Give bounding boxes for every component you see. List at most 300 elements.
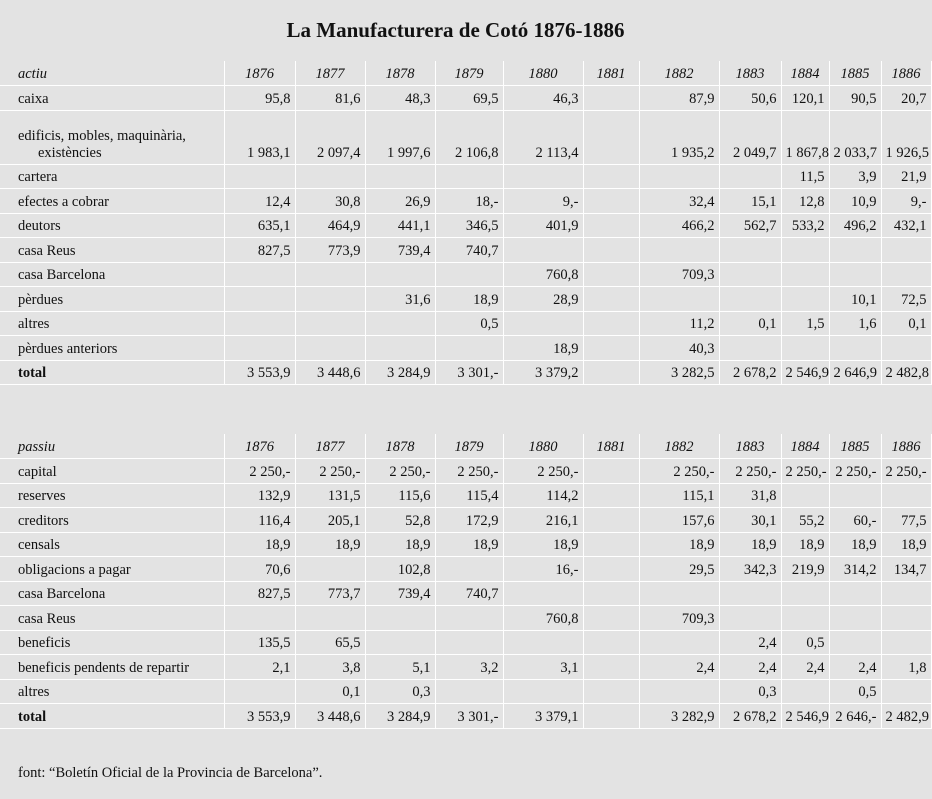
table-cell: 18,9 <box>503 336 583 361</box>
row-label: altres <box>0 311 224 336</box>
table-cell: 12,4 <box>224 189 295 214</box>
table-cell <box>639 287 719 312</box>
row-label: censals <box>0 532 224 557</box>
year-header: 1876 <box>224 61 295 86</box>
table-cell: 0,1 <box>881 311 931 336</box>
table-cell: 466,2 <box>639 213 719 238</box>
total-cell <box>583 360 639 385</box>
table-cell <box>829 630 881 655</box>
table-cell: 2 049,7 <box>719 110 781 164</box>
table-cell <box>583 110 639 164</box>
table-cell: 10,1 <box>829 287 881 312</box>
table-cell <box>719 287 781 312</box>
table-cell <box>639 630 719 655</box>
table-cell: 1,8 <box>881 655 931 680</box>
total-label: total <box>0 360 224 385</box>
row-label: deutors <box>0 213 224 238</box>
table-cell: 1 867,8 <box>781 110 829 164</box>
table-cell: 1,6 <box>829 311 881 336</box>
table-cell: 219,9 <box>781 557 829 582</box>
table-cell: 18,9 <box>781 532 829 557</box>
table-cell <box>881 606 931 631</box>
table-cell <box>435 262 503 287</box>
table-cell: 2 250,- <box>829 459 881 484</box>
table-row <box>0 459 931 484</box>
table-cell <box>719 262 781 287</box>
table-cell: 739,4 <box>365 238 435 263</box>
table-cell <box>295 164 365 189</box>
table-cell <box>583 581 639 606</box>
row-label: obligacions a pagar <box>0 557 224 582</box>
table-cell: 15,1 <box>719 189 781 214</box>
table-cell <box>583 606 639 631</box>
table-row <box>0 655 931 680</box>
table-cell: 30,8 <box>295 189 365 214</box>
table-cell: 205,1 <box>295 508 365 533</box>
table-cell <box>503 630 583 655</box>
year-header: 1885 <box>829 61 881 86</box>
year-header: 1882 <box>639 61 719 86</box>
total-cell: 2 646,- <box>829 704 881 729</box>
table-cell: 32,4 <box>639 189 719 214</box>
table-row <box>0 189 931 214</box>
table-cell <box>829 606 881 631</box>
table-cell: 134,7 <box>881 557 931 582</box>
table-cell: 90,5 <box>829 86 881 111</box>
table-cell: 0,3 <box>365 679 435 704</box>
table-cell: 2 033,7 <box>829 110 881 164</box>
table-cell: 773,7 <box>295 581 365 606</box>
table-cell <box>781 679 829 704</box>
table-cell <box>583 655 639 680</box>
row-label: efectes a cobrar <box>0 189 224 214</box>
table-cell: 18,9 <box>503 532 583 557</box>
table-cell <box>295 557 365 582</box>
table-cell: 2 250,- <box>719 459 781 484</box>
table-cell <box>365 311 435 336</box>
table-cell: 2,4 <box>781 655 829 680</box>
table-cell <box>583 311 639 336</box>
year-header: 1881 <box>583 61 639 86</box>
table-cell <box>583 164 639 189</box>
row-label: casa Barcelona <box>0 262 224 287</box>
table-cell: 116,4 <box>224 508 295 533</box>
row-label: altres <box>0 679 224 704</box>
table-cell: 95,8 <box>224 86 295 111</box>
row-label: beneficis pendents de repartir <box>0 655 224 680</box>
table-cell <box>435 164 503 189</box>
table-cell <box>365 164 435 189</box>
table-cell: 48,3 <box>365 86 435 111</box>
table-row <box>0 238 931 263</box>
table-cell <box>829 336 881 361</box>
total-cell: 3 282,9 <box>639 704 719 729</box>
table-cell <box>719 238 781 263</box>
table-row <box>0 110 931 164</box>
table-cell <box>719 581 781 606</box>
table-cell: 3,2 <box>435 655 503 680</box>
table-cell: 10,9 <box>829 189 881 214</box>
table-cell: 65,5 <box>295 630 365 655</box>
table-cell: 2 250,- <box>295 459 365 484</box>
table-cell: 709,3 <box>639 606 719 631</box>
table-cell: 2 106,8 <box>435 110 503 164</box>
table-cell: 740,7 <box>435 238 503 263</box>
table-cell <box>295 311 365 336</box>
table-cell <box>583 336 639 361</box>
table-cell: 533,2 <box>781 213 829 238</box>
total-row <box>0 360 931 385</box>
table-cell: 9,- <box>503 189 583 214</box>
table-cell: 709,3 <box>639 262 719 287</box>
table-cell: 0,5 <box>435 311 503 336</box>
table-cell: 40,3 <box>639 336 719 361</box>
table-cell: 2 250,- <box>435 459 503 484</box>
table-cell: 760,8 <box>503 262 583 287</box>
table-cell <box>829 483 881 508</box>
total-cell: 3 379,1 <box>503 704 583 729</box>
year-header: 1883 <box>719 434 781 459</box>
table-cell: 114,2 <box>503 483 583 508</box>
table-cell: 52,8 <box>365 508 435 533</box>
actiu-header-row <box>0 61 931 86</box>
table-cell <box>295 336 365 361</box>
table-row <box>0 262 931 287</box>
table-cell <box>829 238 881 263</box>
table-cell: 635,1 <box>224 213 295 238</box>
table-cell: 2,4 <box>719 630 781 655</box>
year-header: 1886 <box>881 61 931 86</box>
row-label: caixa <box>0 86 224 111</box>
row-label: casa Barcelona <box>0 581 224 606</box>
table-cell: 3,9 <box>829 164 881 189</box>
row-label: beneficis <box>0 630 224 655</box>
total-row <box>0 704 931 729</box>
table-row <box>0 679 931 704</box>
table-cell: 2 250,- <box>503 459 583 484</box>
table-cell <box>365 606 435 631</box>
table-row <box>0 508 931 533</box>
table-cell: 132,9 <box>224 483 295 508</box>
table-cell: 18,9 <box>881 532 931 557</box>
total-cell: 2 546,9 <box>781 360 829 385</box>
table-cell <box>224 262 295 287</box>
table-row <box>0 606 931 631</box>
table-cell <box>781 336 829 361</box>
year-header: 1884 <box>781 61 829 86</box>
row-label <box>0 110 224 164</box>
total-cell: 3 553,9 <box>224 360 295 385</box>
total-cell: 3 448,6 <box>295 360 365 385</box>
table-cell <box>881 483 931 508</box>
table-cell: 18,9 <box>639 532 719 557</box>
total-label: total <box>0 704 224 729</box>
table-cell: 1 926,5 <box>881 110 931 164</box>
table-cell <box>435 336 503 361</box>
table-cell <box>829 262 881 287</box>
table-cell <box>295 606 365 631</box>
table-cell: 2 250,- <box>781 459 829 484</box>
table-cell <box>365 630 435 655</box>
total-cell: 2 482,9 <box>881 704 931 729</box>
row-label: pèrdues <box>0 287 224 312</box>
row-label: cartera <box>0 164 224 189</box>
table-cell: 827,5 <box>224 238 295 263</box>
table-cell: 55,2 <box>781 508 829 533</box>
table-cell: 157,6 <box>639 508 719 533</box>
table-cell: 739,4 <box>365 581 435 606</box>
row-label-line2: existències <box>38 144 102 161</box>
table-cell <box>881 262 931 287</box>
table-cell: 3,8 <box>295 655 365 680</box>
table-cell: 115,1 <box>639 483 719 508</box>
year-header: 1878 <box>365 61 435 86</box>
table-cell <box>583 630 639 655</box>
table-cell: 0,5 <box>829 679 881 704</box>
table-cell <box>583 459 639 484</box>
total-cell: 3 284,9 <box>365 360 435 385</box>
table-cell <box>435 557 503 582</box>
table-cell: 31,6 <box>365 287 435 312</box>
table-row <box>0 557 931 582</box>
total-cell: 3 379,2 <box>503 360 583 385</box>
table-cell: 1 997,6 <box>365 110 435 164</box>
table-cell <box>583 213 639 238</box>
year-header: 1886 <box>881 434 931 459</box>
table-cell: 3,1 <box>503 655 583 680</box>
passiu-table <box>0 434 932 729</box>
row-label: pèrdues anteriors <box>0 336 224 361</box>
table-cell: 46,3 <box>503 86 583 111</box>
table-cell <box>224 287 295 312</box>
total-cell <box>583 704 639 729</box>
section-header: actiu <box>0 61 224 86</box>
source-note: font: “Boletín Oficial de la Provincia de Barcelona”. <box>18 764 323 781</box>
table-cell <box>781 483 829 508</box>
table-row <box>0 581 931 606</box>
table-cell: 2 113,4 <box>503 110 583 164</box>
total-cell: 3 301,- <box>435 704 503 729</box>
table-cell: 87,9 <box>639 86 719 111</box>
table-cell: 18,9 <box>295 532 365 557</box>
table-cell: 2,4 <box>639 655 719 680</box>
year-header: 1884 <box>781 434 829 459</box>
year-header: 1885 <box>829 434 881 459</box>
table-cell: 135,5 <box>224 630 295 655</box>
row-label: reserves <box>0 483 224 508</box>
table-cell <box>583 483 639 508</box>
row-label: casa Reus <box>0 238 224 263</box>
table-cell: 60,- <box>829 508 881 533</box>
table-cell: 496,2 <box>829 213 881 238</box>
table-cell: 2,4 <box>829 655 881 680</box>
table-cell <box>583 508 639 533</box>
table-cell: 131,5 <box>295 483 365 508</box>
table-cell: 2 250,- <box>365 459 435 484</box>
year-header: 1881 <box>583 434 639 459</box>
table-cell: 11,2 <box>639 311 719 336</box>
year-header: 1878 <box>365 434 435 459</box>
table-row <box>0 483 931 508</box>
table-cell <box>781 262 829 287</box>
table-cell: 70,6 <box>224 557 295 582</box>
table-cell: 9,- <box>881 189 931 214</box>
table-cell <box>224 679 295 704</box>
table-cell <box>583 532 639 557</box>
table-cell: 2,4 <box>719 655 781 680</box>
table-cell: 20,7 <box>881 86 931 111</box>
table-cell <box>583 189 639 214</box>
table-row <box>0 630 931 655</box>
table-cell <box>781 606 829 631</box>
year-header: 1879 <box>435 434 503 459</box>
table-cell: 30,1 <box>719 508 781 533</box>
table-cell <box>503 311 583 336</box>
table-cell: 2 250,- <box>881 459 931 484</box>
table-cell <box>881 581 931 606</box>
table-cell <box>881 238 931 263</box>
table-row <box>0 164 931 189</box>
table-cell <box>224 164 295 189</box>
row-label: capital <box>0 459 224 484</box>
table-row <box>0 336 931 361</box>
table-cell <box>435 679 503 704</box>
table-cell: 1 935,2 <box>639 110 719 164</box>
table-cell <box>224 606 295 631</box>
table-cell <box>435 630 503 655</box>
table-cell <box>583 238 639 263</box>
table-cell <box>583 679 639 704</box>
table-cell: 120,1 <box>781 86 829 111</box>
total-cell: 3 284,9 <box>365 704 435 729</box>
table-cell <box>583 557 639 582</box>
table-cell: 0,1 <box>719 311 781 336</box>
table-cell <box>583 86 639 111</box>
table-row <box>0 311 931 336</box>
row-label: casa Reus <box>0 606 224 631</box>
table-cell <box>503 164 583 189</box>
total-cell: 3 448,6 <box>295 704 365 729</box>
table-cell: 12,8 <box>781 189 829 214</box>
table-cell: 2 097,4 <box>295 110 365 164</box>
table-cell: 740,7 <box>435 581 503 606</box>
year-header: 1880 <box>503 61 583 86</box>
table-cell <box>503 238 583 263</box>
table-cell: 0,1 <box>295 679 365 704</box>
table-cell: 28,9 <box>503 287 583 312</box>
table-cell: 562,7 <box>719 213 781 238</box>
table-row <box>0 86 931 111</box>
table-cell <box>639 581 719 606</box>
table-cell <box>365 336 435 361</box>
table-cell: 50,6 <box>719 86 781 111</box>
total-cell: 3 553,9 <box>224 704 295 729</box>
total-cell: 2 646,9 <box>829 360 881 385</box>
table-cell: 77,5 <box>881 508 931 533</box>
table-cell: 432,1 <box>881 213 931 238</box>
table-cell: 0,5 <box>781 630 829 655</box>
table-cell: 18,9 <box>435 532 503 557</box>
total-cell: 2 678,2 <box>719 704 781 729</box>
table-cell <box>639 164 719 189</box>
table-cell <box>881 630 931 655</box>
table-cell: 115,4 <box>435 483 503 508</box>
total-cell: 2 678,2 <box>719 360 781 385</box>
table-cell <box>781 287 829 312</box>
table-cell <box>224 336 295 361</box>
table-cell: 5,1 <box>365 655 435 680</box>
total-cell: 3 282,5 <box>639 360 719 385</box>
table-cell <box>781 238 829 263</box>
table-cell: 18,9 <box>365 532 435 557</box>
table-cell: 102,8 <box>365 557 435 582</box>
table-cell: 2,1 <box>224 655 295 680</box>
table-cell <box>583 287 639 312</box>
table-cell: 26,9 <box>365 189 435 214</box>
total-cell: 2 546,9 <box>781 704 829 729</box>
table-cell <box>881 679 931 704</box>
table-cell <box>719 164 781 189</box>
section-header: passiu <box>0 434 224 459</box>
table-cell: 314,2 <box>829 557 881 582</box>
table-cell: 0,3 <box>719 679 781 704</box>
table-cell: 18,9 <box>224 532 295 557</box>
table-cell <box>295 287 365 312</box>
table-title: La Manufacturera de Cotó 1876-1886 <box>286 18 625 42</box>
table-cell: 31,8 <box>719 483 781 508</box>
table-cell <box>719 336 781 361</box>
total-cell: 2 482,8 <box>881 360 931 385</box>
total-cell: 3 301,- <box>435 360 503 385</box>
row-label: creditors <box>0 508 224 533</box>
table-cell: 441,1 <box>365 213 435 238</box>
passiu-header-row <box>0 434 931 459</box>
table-cell: 29,5 <box>639 557 719 582</box>
table-cell: 401,9 <box>503 213 583 238</box>
table-row <box>0 213 931 238</box>
table-cell: 1,5 <box>781 311 829 336</box>
table-cell: 760,8 <box>503 606 583 631</box>
table-cell <box>224 311 295 336</box>
table-row <box>0 532 931 557</box>
table-cell <box>639 679 719 704</box>
year-header: 1880 <box>503 434 583 459</box>
table-cell <box>881 336 931 361</box>
table-cell <box>719 606 781 631</box>
table-cell: 2 250,- <box>224 459 295 484</box>
table-cell: 18,- <box>435 189 503 214</box>
year-header: 1883 <box>719 61 781 86</box>
table-cell: 11,5 <box>781 164 829 189</box>
table-cell: 827,5 <box>224 581 295 606</box>
table-cell <box>435 606 503 631</box>
year-header: 1882 <box>639 434 719 459</box>
table-cell: 342,3 <box>719 557 781 582</box>
table-cell: 2 250,- <box>639 459 719 484</box>
year-header: 1877 <box>295 434 365 459</box>
table-cell: 172,9 <box>435 508 503 533</box>
table-cell: 773,9 <box>295 238 365 263</box>
table-cell: 18,9 <box>719 532 781 557</box>
actiu-table <box>0 61 932 385</box>
table-cell: 21,9 <box>881 164 931 189</box>
table-cell: 81,6 <box>295 86 365 111</box>
table-row <box>0 287 931 312</box>
table-cell <box>583 262 639 287</box>
table-cell: 464,9 <box>295 213 365 238</box>
row-label-line1: edificis, mobles, maquinària, <box>18 127 186 144</box>
table-cell <box>295 262 365 287</box>
